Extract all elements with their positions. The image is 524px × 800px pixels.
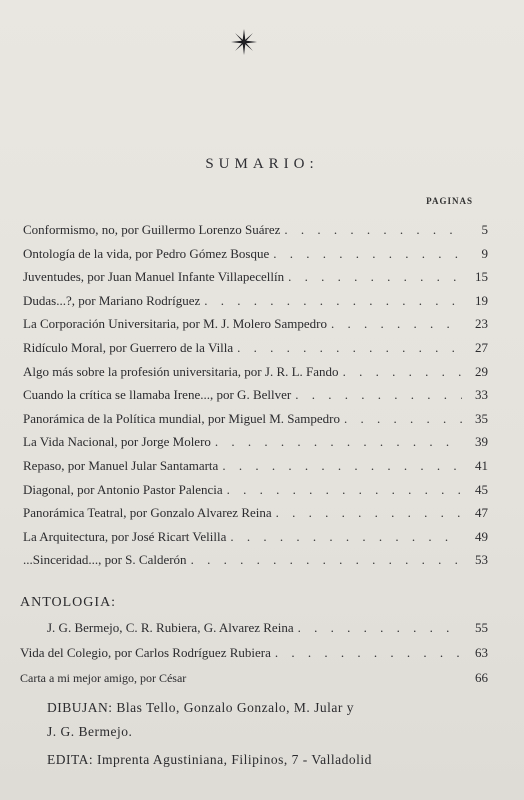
toc-page: 27 [475,339,488,355]
toc-title: Cuando la crítica se llamaba Irene..., por G. Bellver [23,387,292,403]
extra-page: 63 [475,645,488,660]
toc-title: Repaso, por Manuel Jular Santamarta [23,457,219,473]
page-title: SUMARIO: [205,156,319,172]
toc-title: Conformismo, no, por Guillermo Lorenzo Suárez [23,222,281,237]
toc-entry [23,529,488,553]
dot-leader [227,482,462,498]
dot-leader [276,505,462,521]
extra-entry [20,670,488,686]
table-of-contents [23,222,488,576]
toc-entry [23,458,488,482]
illustrators-credit [47,696,487,744]
toc-page: 47 [475,505,488,521]
toc-title: Panorámica Teatral, por Gonzalo Alvarez Reina [23,505,272,521]
dot-leader [204,293,462,309]
toc-page: 39 [475,434,488,450]
toc-title: Juventudes, por Juan Manuel Infante Villapecellín [23,269,285,285]
dot-leader [222,458,462,474]
toc-title: Panorámica de la Política mundial, por Miguel M. Sampedro [23,410,340,426]
antologia-page: 55 [475,620,488,635]
dot-leader [344,411,462,427]
toc-entry [23,411,488,435]
antologia-heading: ANTOLOGIA: [20,595,117,610]
toc-title: La Arquitectura, por José Ricart Velilla [23,528,227,544]
toc-page: 35 [475,410,488,426]
toc-title: Algo más sobre la profesión universitaria, por J. R. L. Fando [23,363,339,379]
dot-leader [273,246,462,262]
extra-entry [20,645,488,661]
toc-entry [23,482,488,506]
dot-leader [191,552,462,568]
toc-page: 53 [475,552,488,568]
antologia-authors-entry [47,620,488,636]
toc-title: Ridículo Moral, por Guerrero de la Villa [23,339,234,355]
dot-leader [230,529,462,545]
toc-title: Ontología de la vida, por Pedro Gómez Bosque [23,245,270,261]
toc-title: ...Sinceridad..., por S. Calderón [23,552,187,568]
toc-page: 23 [475,316,488,332]
publisher-credit: EDITA: Imprenta Agustiniana, Filipinos, 7 - Valladolid [47,752,372,767]
toc-entry [23,316,488,340]
toc-title: La Vida Nacional, por Jorge Molero [23,434,211,450]
extra-title: Carta a mi mejor amigo, por César [20,671,187,685]
toc-entry [23,434,488,458]
toc-entry [23,222,488,246]
toc-page: 15 [475,269,488,285]
dot-leader [215,434,462,450]
dot-leader [343,364,462,380]
extra-page: 66 [475,670,488,685]
pages-column-label: PAGINAS [426,196,473,206]
dot-leader [295,387,462,403]
antologia-authors: J. G. Bermejo, C. R. Rubiera, G. Alvarez Reina [47,620,294,635]
toc-title: La Corporación Universitaria, por M. J. Molero Sampedro [23,316,327,332]
toc-title: Dudas...?, por Mariano Rodríguez [23,292,201,308]
toc-entry [23,505,488,529]
dot-leader [298,620,462,636]
dot-leader [331,316,462,332]
dot-leader [237,340,462,356]
toc-entry [23,269,488,293]
toc-page: 9 [481,245,488,261]
toc-entry [23,340,488,364]
toc-title: Diagonal, por Antonio Pastor Palencia [23,481,223,497]
toc-page: 45 [475,481,488,497]
dot-leader [288,269,462,285]
illustrators-line-2: J. G. Bermejo. [47,724,133,739]
toc-page: 29 [475,363,488,379]
illustrators-line-1: DIBUJAN: Blas Tello, Gonzalo Gonzalo, M. Jular y [47,700,355,715]
toc-page: 5 [481,222,488,237]
toc-entry [23,552,488,576]
extra-title: Vida del Colegio, por Carlos Rodríguez Rubiera [20,645,271,660]
toc-entry [23,364,488,388]
dot-leader [284,222,462,238]
toc-page: 33 [475,387,488,403]
toc-page: 41 [475,457,488,473]
toc-entry [23,246,488,270]
toc-page: 19 [475,292,488,308]
toc-entry [23,293,488,317]
toc-entry [23,387,488,411]
toc-page: 49 [475,528,488,544]
star-ornament-icon [230,28,258,56]
dot-leader [275,645,462,661]
